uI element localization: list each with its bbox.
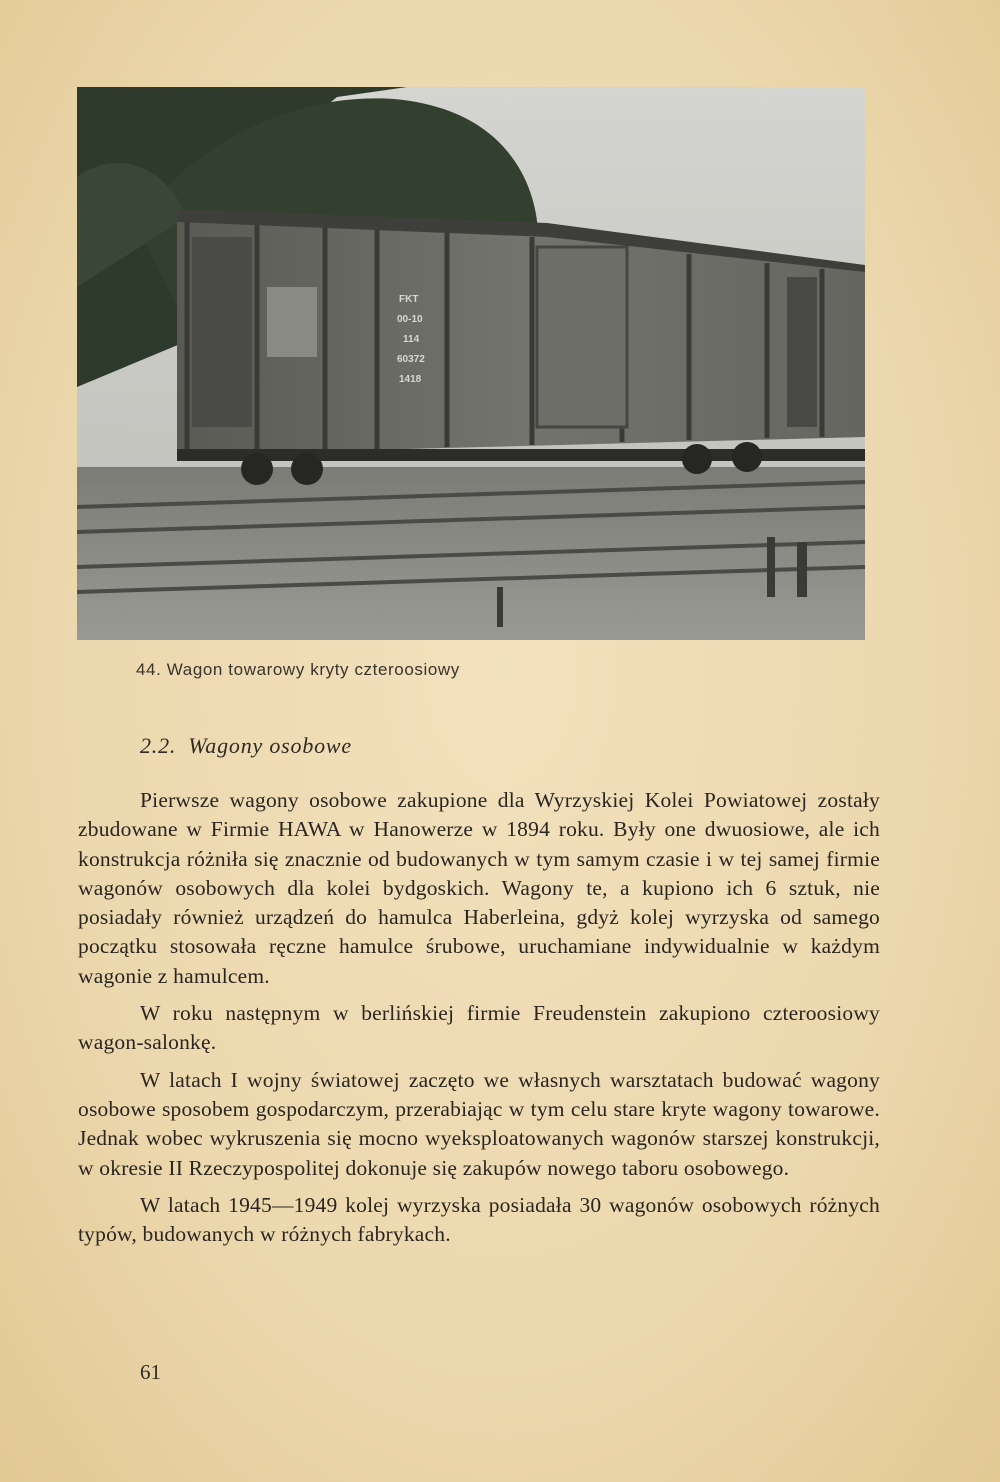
section-number: 2.2. — [140, 733, 177, 758]
paragraph: W latach I wojny światowej zaczęto we własnych warsztatach budować wagony osobowe sposobem gospodarczym, przerabiając w tym celu stare kryte wagony towarowe. Jednak wobec wykruszenia się mocno wyeksploatowanych wagonów starszej konstrukcji, w okresie II Rzeczypospolitej dokonuje się zakupów nowego taboru osobowego. — [78, 1067, 880, 1180]
figure-caption: 44. Wagon towarowy kryty czteroosiowy — [136, 660, 460, 679]
section-heading — [140, 733, 352, 759]
wagon-marking: 114 — [403, 334, 420, 345]
section-title: Wagony osobowe — [188, 733, 352, 758]
body-text — [78, 786, 880, 1257]
paragraph: W roku następnym w berlińskiej firmie Freudenstein zakupiono czteroosiowy wagon-salonkę. — [78, 1001, 880, 1055]
wagon-photo-image — [77, 87, 865, 640]
wagon-marking: FKT — [399, 294, 419, 305]
paragraph: W latach 1945—1949 kolej wyrzyska posiadała 30 wagonów osobowych różnych typów, budowanych w różnych fabrykach. — [78, 1192, 880, 1247]
paragraph: Pierwsze wagony osobowe zakupione dla Wyrzyskiej Kolei Powiatowej zostały zbudowane w Firmie HAWA w Hanowerze w 1894 roku. Były one dwuosiowe, ale ich konstrukcja różniła się znacznie od budowanych w tym samym czasie i w tej samej firmie wagonów osobowych dla kolei bydgoskich. Wagony te, a kupiono ich 6 sztuk, nie posiadały również urządzeń do hamulca Haberleina, gdyż kolej wyrzyska od samego początku stosowała ręczne hamulce śrubowe, uruchamiane indywidualnie w każdym wagonie z hamulcem. — [78, 788, 880, 988]
wagon-photo — [77, 87, 865, 640]
wagon-marking: 1418 — [399, 374, 422, 385]
wagon-marking: 00-10 — [397, 314, 423, 325]
page-number: 61 — [140, 1360, 161, 1384]
wagon-marking: 60372 — [397, 354, 425, 365]
